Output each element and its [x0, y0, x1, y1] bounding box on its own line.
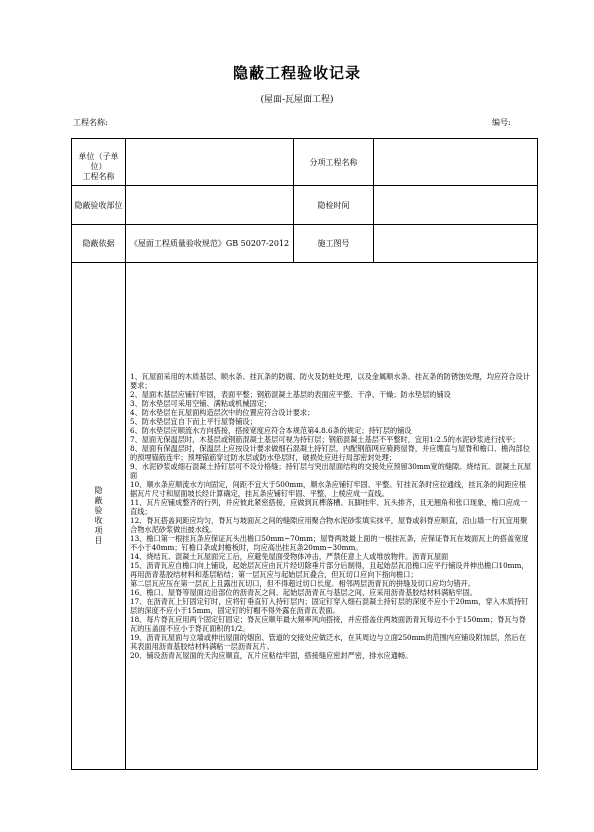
inspection-item: 4、防水垫层在瓦屋面构造层次中的位置应符合设计要求； — [130, 408, 315, 417]
inspection-item: 2、屋面木基层应铺钉牢固，表面平整；钢筋混凝土基层的表面应平整、干净、干燥；防水垫层的铺设 — [130, 390, 451, 399]
number-label: 编号: — [492, 118, 511, 127]
inspection-item: 16、檐口、屋脊等屋面边沿部位的沥青瓦之间、起始层沥青瓦与基层之间，应采用沥青基胶结材料满粘牢固。 — [130, 588, 477, 597]
subitem-label: 分项工程名称 — [294, 139, 374, 186]
part-row — [72, 186, 538, 225]
unit-label — [72, 139, 126, 186]
inspection-item: 8、屋面有保温层时，保温层上应按设计要求做细石混凝土持钉层，内配钢筋网应骑跨屋脊，并应绷直与屋脊和檐口、檐沟部位的预埋锚筋连牢；预埋锚筋穿过防水层或防水垫层时，破损处应进行局部密封处理； — [130, 444, 530, 462]
inspection-item: 18、每片脊瓦应用两个固定钉固定；脊瓦应顺年最大频率风向搭接，并应搭盖住两坡面沥青瓦每边不小于150mm；脊瓦与脊瓦的压盖面不应小于脊瓦面积的1/2。 — [130, 615, 526, 633]
inspection-item: 15、沥青瓦应自檐口向上铺设，起始层瓦应由瓦片经切除垂片部分后制得，且起始层瓦沿檐口应平行铺设并伸出檐口10mm，再用沥青基胶结材料和基层粘结；第一层瓦应与起始层瓦叠合，但瓦切口应向下指向檐口； — [130, 561, 529, 579]
unit-row — [72, 139, 538, 186]
inspection-item: 19、沥青瓦屋面与立墙或伸出屋面的烟囱、管道的交接处应做泛水，在其周边与立面250mm的范围内应铺设附加层，然后在其表面用沥青基胶结材料满粘一层沥青瓦片。 — [130, 633, 526, 651]
inspection-item: 7、屋面无保温层时，木基层或钢筋混凝土基层可视为持钉层；钢筋混凝土基层不平整时，宜用1:2.5的水泥砂浆进行找平； — [130, 435, 520, 444]
inspection-item: 3、防水垫层可采用空铺、满粘或机械固定； — [130, 399, 272, 408]
basis-row — [72, 225, 538, 263]
items-content — [126, 263, 538, 770]
part-label: 隐蔽验收部位 — [72, 186, 126, 225]
inspection-item: 17、在沥青瓦上钉固定钉时，应将钉垂直钉入持钉层内；固定钉穿入细石混凝土持钉层的深度不应小于20mm，穿入木质持钉层的深度不应小于15mm，固定钉的钉帽不得外露在沥青瓦表面。 — [130, 597, 529, 615]
document-title: 隐蔽工程验收记录 — [232, 64, 361, 82]
inspection-item: 9、水泥砂浆或细石混凝土持钉层可不设分格缝；持钉层与突出屋面结构的交接处应预留30mm宽的缝隙。烧结瓦、混凝土瓦屋面 — [130, 462, 532, 480]
document-subtitle: (屋面-瓦屋面工程) — [260, 95, 334, 105]
inspection-item: 14、烧结瓦、混凝土瓦屋面完工后，应避免屋面受物体冲击，严禁任意上人或堆放物件。沥青瓦屋面 — [130, 552, 449, 561]
inspection-item: 11、瓦片应铺成整齐的行列，并应彼此紧密搭接，应做到瓦榫落槽、瓦脚挂牢、瓦头排齐，且无翘角和张口现象，檐口应成一直线； — [130, 498, 528, 516]
acceptance-form-table — [71, 138, 538, 770]
inspection-item: 12、脊瓦搭盖间距应均匀，脊瓦与坡面瓦之间的缝隙应用聚合物水泥砂浆填实抹平，屋脊或斜脊应顺直，沿山墙一行瓦宜用聚合物水泥砂浆做出披水线。 — [130, 516, 528, 534]
time-value[interactable] — [374, 186, 538, 225]
inspection-item: 13、檐口第一根挂瓦条应保证瓦头出檐口50mm~70mm；屋脊两坡最上面的一根挂瓦条，应保证脊瓦在坡面瓦上的搭盖宽度不小于40mm；钉檐口条或封檐板时，均应高出挂瓦条20mm~30mm。 — [130, 534, 529, 552]
items-label — [72, 263, 126, 770]
basis-value: 《屋面工程质量验收规范》GB 50207-2012 — [126, 225, 294, 263]
inspection-item: 第二层瓦应压在第一层瓦上且露出瓦切口，但不得超过切口长度。相邻两层沥青瓦的拼缝及切口应均匀错开。 — [130, 579, 476, 588]
part-value[interactable] — [126, 186, 294, 225]
inspection-item: 5、防水垫层宜自下而上平行屋脊铺设； — [130, 417, 257, 426]
inspection-item: 20、铺设沥青瓦屋面的天沟应顺直，瓦片应粘结牢固，搭接缝应密封严密，排水应通畅。 — [130, 651, 413, 660]
inspection-items-list — [130, 372, 533, 660]
subitem-value[interactable] — [374, 139, 538, 186]
time-label: 隐检时间 — [294, 186, 374, 225]
inspection-item: 6、防水垫层应顺流水方向搭接，搭接宽度应符合本规范第4.8.6条的规定；持钉层的铺设 — [130, 426, 412, 435]
items-row — [72, 263, 538, 770]
inspection-item: 1、瓦屋面采用的木质基层、顺水条、挂瓦条的防腐、防火及防蛀处理，以及金属顺水条、挂瓦条的防锈蚀处理，均应符合设计要求； — [130, 372, 530, 390]
drawing-value[interactable] — [374, 225, 538, 263]
inspection-item: 10、顺水条应顺流水方向固定，间距不宜大于500mm，顺水条应铺钉牢固、平整。钉挂瓦条时应拉通线，挂瓦条的间距应根据瓦片尺寸和屋面坡长经计算确定，挂瓦条应铺钉牢固、平整，上棱应成一直线。 — [130, 480, 526, 498]
items-label-text: 隐蔽验收项目 — [94, 486, 103, 545]
basis-label: 隐蔽依据 — [72, 225, 126, 263]
unit-value[interactable] — [126, 139, 294, 186]
unit-label-text: 单位（子单位） 工程名称 — [78, 152, 119, 181]
project-name-label: 工程名称: — [73, 118, 108, 127]
drawing-label: 施工图号 — [294, 225, 374, 263]
